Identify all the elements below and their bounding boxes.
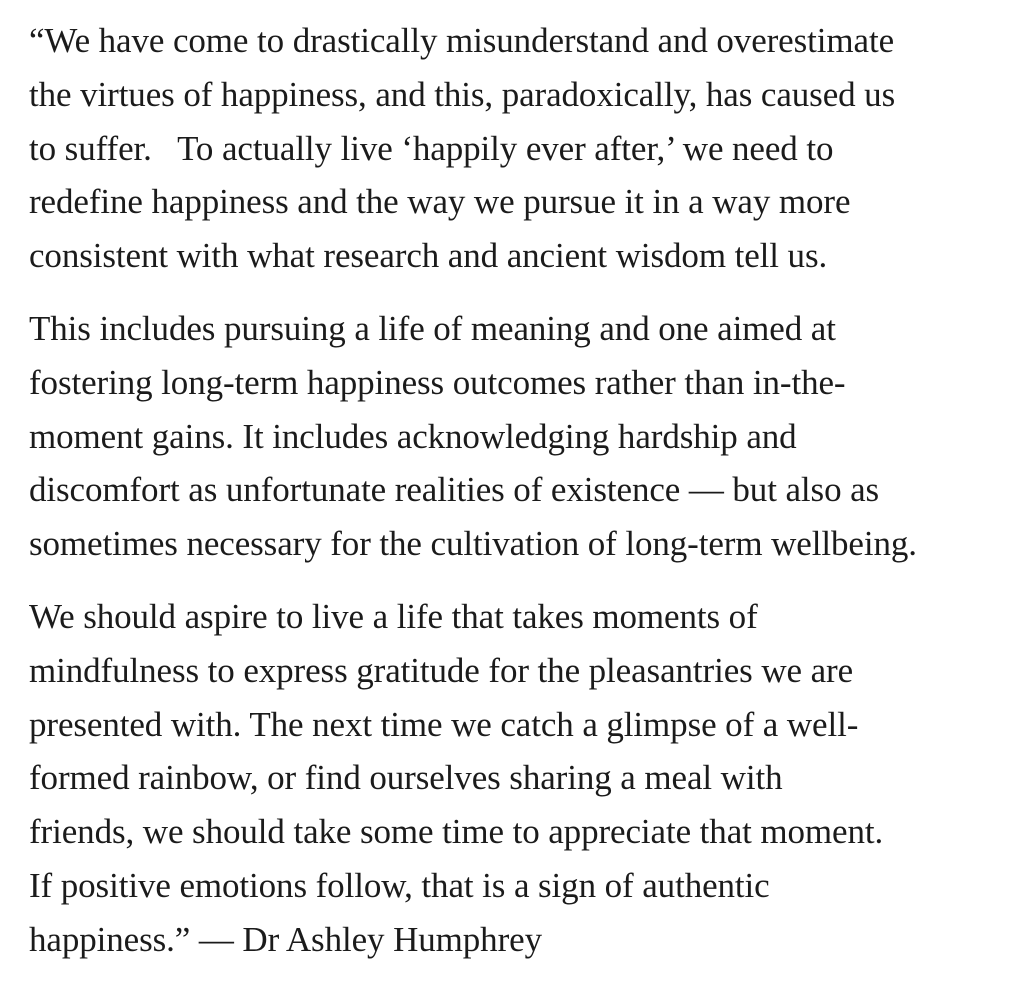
text-line: “We have come to drastically misunderstand and overestimate — [29, 21, 894, 60]
text-line: sometimes necessary for the cultivation of long-term wellbeing. — [29, 524, 917, 564]
text-line: discomfort as unfortunate realities of existence — but also as — [29, 470, 880, 510]
paragraph-1 — [29, 14, 1019, 283]
text-line: the virtues of happiness, and this, paradoxically, has caused us — [29, 74, 896, 114]
text-line: This includes pursuing a life of meaning and one aimed at — [29, 308, 836, 348]
paragraph-3 — [29, 590, 1019, 967]
text-line: formed rainbow, or find ourselves sharing a meal with — [29, 758, 783, 798]
text-line: fostering long-term happiness outcomes rather than in-the- — [29, 362, 846, 402]
text-line: to suffer. To actually live ‘happily ever after,’ we need to — [29, 128, 834, 168]
text-line: moment gains. It includes acknowledging hardship and — [29, 416, 797, 456]
text-line: redefine happiness and the way we pursue it in a way more — [29, 182, 851, 222]
text-line: consistent with what research and ancient wisdom tell us. — [29, 236, 828, 276]
text-line: mindfulness to express gratitude for the pleasantries we are — [29, 650, 854, 690]
text-line: We should aspire to live a life that takes moments of — [29, 596, 758, 636]
attribution-line: happiness.” — Dr Ashley Humphrey — [29, 919, 542, 959]
quote-block — [29, 14, 1019, 967]
text-line: friends, we should take some time to appreciate that moment. — [29, 812, 884, 852]
text-line: If positive emotions follow, that is a sign of authentic — [29, 865, 770, 905]
text-line: presented with. The next time we catch a glimpse of a well- — [29, 704, 859, 744]
paragraph-2 — [29, 302, 1019, 571]
